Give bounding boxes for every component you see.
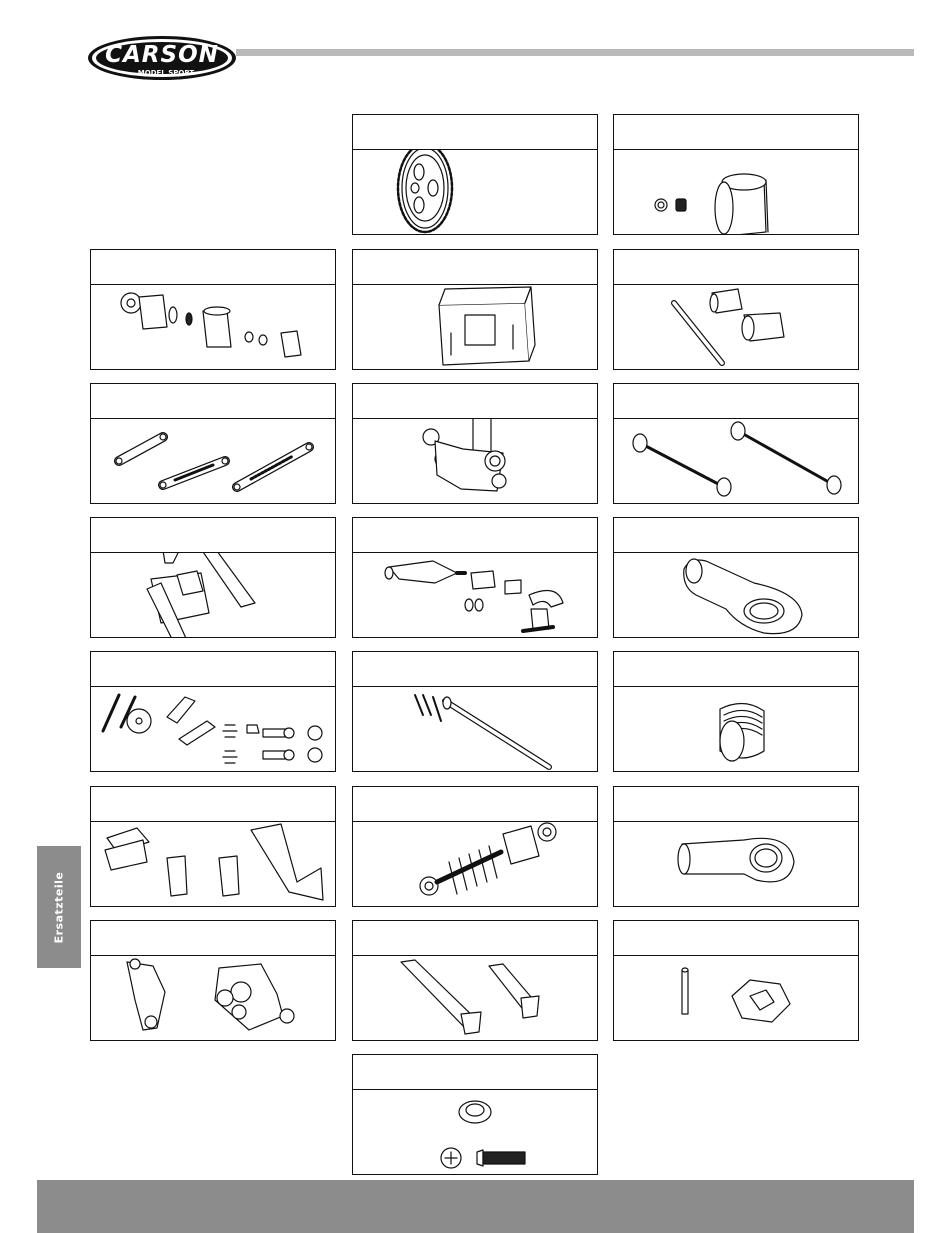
part-title [353, 250, 597, 285]
part-box-wheel-hex [613, 920, 859, 1041]
part-box-servo-saver [90, 517, 336, 638]
section-tab [37, 846, 81, 968]
part-title [614, 115, 858, 150]
part-box-clutch-spring [613, 651, 859, 772]
part-title [91, 652, 335, 687]
wheel-hex-icon [614, 956, 858, 1040]
axle-shaft-icon [353, 687, 597, 771]
part-title [614, 921, 858, 956]
part-title [353, 652, 597, 687]
part-box-bellcranks [90, 920, 336, 1041]
washer-screw-icon [353, 1090, 597, 1174]
part-title [91, 787, 335, 822]
part-box-washer-screw [352, 1054, 598, 1175]
part-title [353, 518, 597, 553]
part-box-rod-end [613, 786, 859, 907]
drive-shaft-icon [614, 285, 858, 369]
rod-end-icon [614, 822, 858, 906]
part-title [353, 1055, 597, 1090]
part-title [614, 652, 858, 687]
steering-knuckle-icon [353, 419, 597, 503]
logo-text: CARSON [105, 42, 219, 68]
part-box-brake-parts [90, 651, 336, 772]
part-box-body-posts [352, 920, 598, 1041]
part-title [353, 115, 597, 150]
part-box-fuel-filter-assembly [90, 249, 336, 370]
logo-subtext: MODEL SPORT [137, 69, 195, 77]
part-title [614, 250, 858, 285]
part-box-dogbone-driveshafts [613, 383, 859, 504]
body-posts-icon [353, 956, 597, 1040]
part-title [353, 787, 597, 822]
part-box-axle-shaft [352, 651, 598, 772]
clutch-spring-icon [614, 687, 858, 771]
shock-absorber-icon [353, 822, 597, 906]
steering-links-icon [91, 419, 335, 503]
dogbone-icon [614, 419, 858, 503]
header-bar [236, 49, 914, 56]
section-tab-label: Ersatzteile [52, 871, 66, 943]
part-title [91, 921, 335, 956]
part-box-battery-box-mounts [90, 786, 336, 907]
part-box-exhaust-pipe [352, 517, 598, 638]
part-title [614, 384, 858, 419]
spur-gear-icon [353, 150, 597, 234]
battery-box-icon [91, 822, 335, 906]
brake-parts-icon [91, 687, 335, 771]
part-title [353, 921, 597, 956]
bellcrank-icon [91, 956, 335, 1040]
ball-cup-icon [614, 553, 858, 637]
servo-saver-icon [91, 553, 335, 637]
part-title [614, 787, 858, 822]
part-box-steering-links [90, 383, 336, 504]
part-title [91, 518, 335, 553]
carson-logo [86, 34, 238, 82]
footer-bar [37, 1180, 914, 1233]
fuel-filter-icon [91, 285, 335, 369]
part-box-shock-absorber [352, 786, 598, 907]
clutch-bell-icon [614, 150, 858, 234]
part-box-main-gear [352, 114, 598, 235]
part-box-ball-cup [613, 517, 859, 638]
part-title [353, 384, 597, 419]
part-box-drive-shaft-cups [613, 249, 859, 370]
part-box-clutch-bell [613, 114, 859, 235]
part-title [614, 518, 858, 553]
gearbox-icon [353, 285, 597, 369]
part-box-gearbox [352, 249, 598, 370]
exhaust-pipe-icon [353, 553, 597, 637]
part-box-steering-knuckle [352, 383, 598, 504]
part-title [91, 384, 335, 419]
part-title [91, 250, 335, 285]
